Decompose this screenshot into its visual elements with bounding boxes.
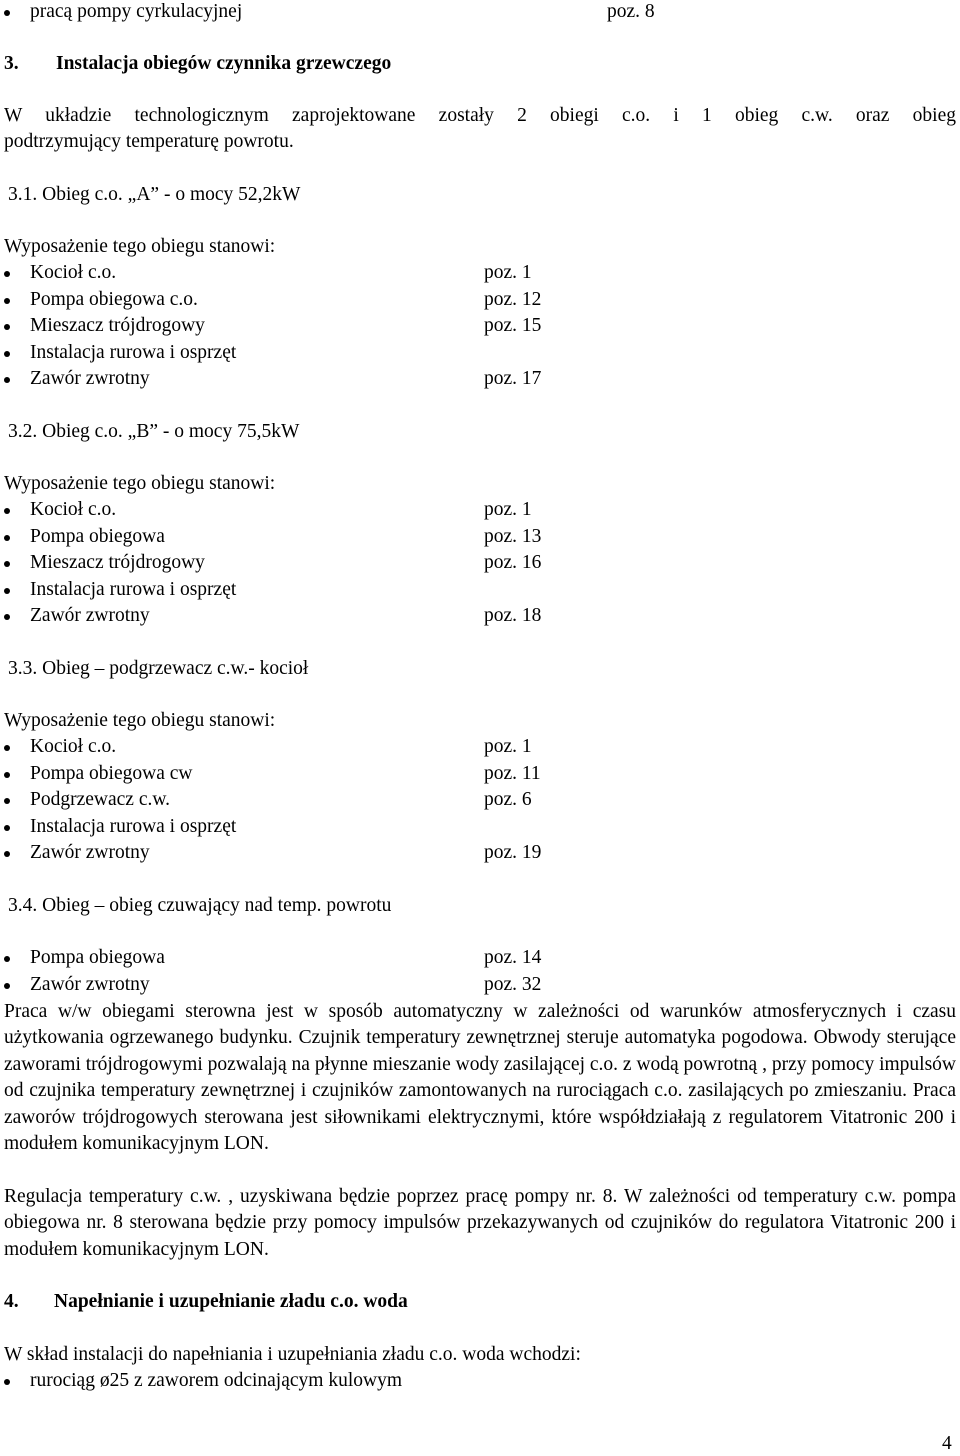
list-item <box>0 525 600 549</box>
section-title: Instalacja obiegów czynnika grzewczego <box>56 53 392 74</box>
list-item-poz: poz. 32 <box>484 973 542 995</box>
list-item-poz: poz. 13 <box>484 525 542 547</box>
list-item-label: Pompa obiegowa c.o. <box>30 288 198 310</box>
list-item <box>0 367 600 391</box>
list-item-label: Mieszacz trójdrogowy <box>30 552 205 573</box>
list-item-poz: poz. 6 <box>484 789 532 810</box>
list-item-label: Zawór zwrotny <box>30 368 150 389</box>
section-intro: W skład instalacji do napełniania i uzupełniania zładu c.o. woda wchodzi: <box>4 1344 581 1365</box>
list-item-poz: poz. 8 <box>607 1 655 22</box>
list-item <box>0 261 600 285</box>
bullet-icon <box>4 324 10 330</box>
list-item-label: rurociąg ø25 z zaworem odcinającym kulowym <box>30 1370 402 1391</box>
list-item <box>0 288 600 312</box>
bullet-icon <box>4 588 10 594</box>
list-item <box>0 0 655 24</box>
paragraph: Praca w/w obiegami sterowna jest w sposób automatyczny w zależności od warunków atmosferycznych i czasu użytkowania ogrzewanego budynku. Czujnik temperatury zewnętrznej steruje automatyka pogodowa. Obwody sterujące zaworami trójdrogowymi pozwalają na płynne mieszanie wody zasilającej c.o. z wodą powrotną , przy pomocy impulsów od czujnika temperatury zewnętrznej i czujników zamontowanych na rurociągach c.o. zasilających po zmieszaniu. Praca zaworów trójdrogowych sterowana jest siłownikami elektrycznymi, które współdziałają z regulatorem Vitatronic 200 i modułem komunikacyjnym LON. <box>4 1001 956 1155</box>
list-item-label: Zawór zwrotny <box>30 842 150 863</box>
list-item <box>0 735 600 759</box>
equipment-label: Wyposażenie tego obiegu stanowi: <box>4 710 276 731</box>
subsection-heading: 3.4. Obieg – obieg czuwający nad temp. powrotu <box>8 895 392 916</box>
list-item-label: Zawór zwrotny <box>30 605 150 626</box>
list-item-poz: poz. 18 <box>484 605 542 626</box>
list-item <box>0 498 600 522</box>
list-item <box>0 788 600 812</box>
list-item-label: pracą pompy cyrkulacyjnej <box>30 1 243 22</box>
list-item-label: Instalacja rurowa i osprzęt <box>30 578 237 600</box>
bullet-icon <box>4 745 10 751</box>
subsection-heading: 3.2. Obieg c.o. „B” - o mocy 75,5kW <box>8 421 300 442</box>
list-item-label: Instalacja rurowa i osprzęt <box>30 815 237 837</box>
bullet-icon <box>4 983 10 989</box>
subsection-heading: 3.1. Obieg c.o. „A” - o mocy 52,2kW <box>8 184 301 205</box>
bullet-icon <box>4 851 10 857</box>
list-item-poz: poz. 15 <box>484 315 542 336</box>
bullet-icon <box>4 1379 10 1385</box>
subsection-heading: 3.3. Obieg – podgrzewacz c.w.- kocioł <box>8 658 309 679</box>
list-item-label: Pompa obiegowa <box>30 947 165 968</box>
list-item <box>0 604 600 628</box>
list-item <box>0 815 600 839</box>
bullet-icon <box>4 351 10 357</box>
list-item <box>0 946 600 970</box>
equipment-label: Wyposażenie tego obiegu stanowi: <box>4 236 276 257</box>
list-item-label: Instalacja rurowa i osprzęt <box>30 341 237 363</box>
list-item-poz: poz. 14 <box>484 947 542 968</box>
list-item <box>0 578 600 602</box>
list-item-label: Pompa obiegowa cw <box>30 762 193 784</box>
list-item <box>0 314 600 338</box>
list-item <box>0 551 600 575</box>
list-item-poz: poz. 19 <box>484 842 542 863</box>
list-item <box>0 341 600 365</box>
list-item-poz: poz. 1 <box>484 736 532 757</box>
list-item-poz: poz. 12 <box>484 288 542 310</box>
equipment-label: Wyposażenie tego obiegu stanowi: <box>4 473 276 494</box>
list-item-poz: poz. 11 <box>484 762 541 784</box>
bullet-icon <box>4 10 10 16</box>
bullet-icon <box>4 772 10 778</box>
bullet-icon <box>4 798 10 804</box>
section-number: 3. <box>4 53 19 74</box>
bullet-icon <box>4 825 10 831</box>
list-item-poz: poz. 1 <box>484 499 532 520</box>
list-item-label: Kocioł c.o. <box>30 736 117 757</box>
page-number: 4 <box>942 1433 952 1454</box>
bullet-icon <box>4 535 10 541</box>
list-item <box>0 762 600 786</box>
bullet-icon <box>4 298 10 304</box>
list-item-label: Podgrzewacz c.w. <box>30 789 171 810</box>
bullet-icon <box>4 956 10 962</box>
intro-line-1: W układzie technologicznym zaprojektowane zostały 2 obiegi c.o. i 1 obieg c.w. oraz obieg <box>4 105 956 126</box>
section-title: Napełnianie i uzupełnianie zładu c.o. woda <box>54 1291 408 1312</box>
list-item-label: Pompa obiegowa <box>30 525 165 547</box>
section-number: 4. <box>4 1291 19 1312</box>
list-item-poz: poz. 1 <box>484 262 532 283</box>
bullet-icon <box>4 508 10 514</box>
intro-line-2: podtrzymujący temperaturę powrotu. <box>4 131 294 152</box>
list-item-label: Zawór zwrotny <box>30 973 150 995</box>
list-item <box>0 973 600 997</box>
bullet-icon <box>4 561 10 567</box>
list-item-label: Mieszacz trójdrogowy <box>30 315 205 336</box>
list-item-poz: poz. 16 <box>484 552 542 573</box>
list-item-poz: poz. 17 <box>484 368 542 389</box>
bullet-icon <box>4 377 10 383</box>
bullet-icon <box>4 271 10 277</box>
list-item-label: Kocioł c.o. <box>30 499 117 520</box>
list-item-label: Kocioł c.o. <box>30 262 117 283</box>
list-item <box>0 841 600 865</box>
paragraph: Regulacja temperatury c.w. , uzyskiwana będzie poprzez pracę pompy nr. 8. W zależności od temperatury c.w. pompa obiegowa nr. 8 sterowana będzie przy pomocy impulsów przekazywanych od czujników do regulatora Vitatronic 200 i modułem komunikacyjnym LON. <box>4 1186 956 1260</box>
list-item <box>0 1369 600 1393</box>
bullet-icon <box>4 614 10 620</box>
